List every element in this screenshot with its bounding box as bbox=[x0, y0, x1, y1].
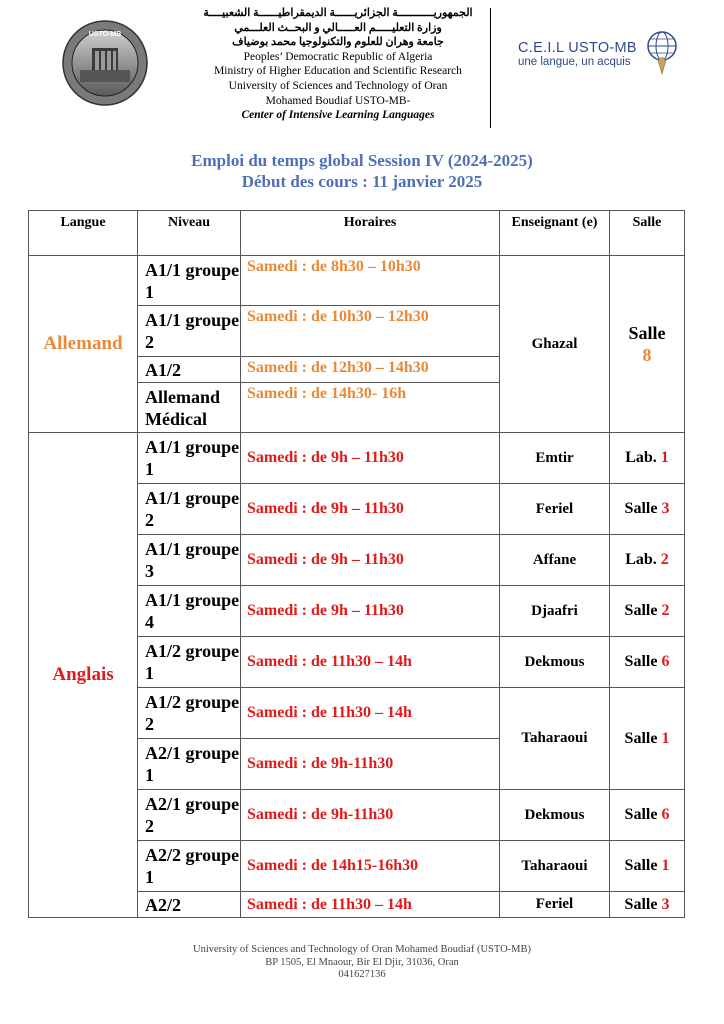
langue-anglais: Anglais bbox=[29, 433, 138, 918]
horaire-cell: Samedi : de 9h – 11h30 bbox=[241, 484, 500, 535]
header-niveau: Niveau bbox=[138, 211, 241, 256]
horaire-cell: Samedi : de 10h30 – 12h30 bbox=[241, 306, 500, 357]
salle-cell bbox=[610, 535, 685, 586]
salle-number: 8 bbox=[642, 345, 652, 365]
enseignant-cell: Dekmous bbox=[500, 637, 610, 688]
title-line-2: Début des cours : 11 janvier 2025 bbox=[241, 172, 483, 191]
salle-number: 6 bbox=[661, 806, 670, 823]
table-row bbox=[29, 256, 685, 306]
institution-header bbox=[188, 6, 488, 123]
salle-number: 1 bbox=[661, 857, 670, 874]
salle-cell bbox=[610, 790, 685, 841]
title-line-1: Emploi du temps global Session IV (2024-2025) bbox=[191, 151, 533, 170]
arabic-line-1: الجمهوريـــــــــــة الجزائريــــــة الديمقراطيــــــة الشعبيــــة bbox=[203, 7, 473, 19]
horaire-cell: Samedi : de 11h30 – 14h bbox=[241, 688, 500, 739]
salle-number: 3 bbox=[661, 895, 670, 913]
niveau-cell: A2/1 groupe 1 bbox=[138, 739, 241, 790]
salle-number: 2 bbox=[660, 551, 669, 568]
enseignant-ghazal: Ghazal bbox=[500, 256, 610, 433]
salle-label: Salle bbox=[624, 806, 658, 823]
header-line-1: Peoples’ Democratic Republic of Algeria bbox=[243, 50, 433, 63]
arabic-line-3: جامعة وهران للعلوم والتكنولوجيا محمد بوضياف bbox=[232, 36, 444, 49]
niveau-cell: A1/1 groupe 2 bbox=[138, 306, 241, 357]
salle-cell bbox=[610, 433, 685, 484]
salle-cell bbox=[610, 637, 685, 688]
header-divider bbox=[490, 8, 491, 128]
horaire-cell: Samedi : de 14h30- 16h bbox=[241, 383, 500, 433]
header-enseignant: Enseignant (e) bbox=[500, 211, 610, 256]
niveau-cell: Allemand Médical bbox=[138, 383, 241, 433]
ceil-brand bbox=[518, 40, 658, 68]
arabic-line-2: وزارة التعليـــــم العـــــالي و البحــث العلـــمي bbox=[234, 21, 442, 34]
header-langue: Langue bbox=[29, 211, 138, 256]
header-line-5: Center of Intensive Learning Languages bbox=[241, 109, 435, 122]
salle-label: Lab. bbox=[625, 449, 657, 466]
niveau-cell: A1/2 groupe 2 bbox=[138, 688, 241, 739]
salle-label: Salle bbox=[624, 653, 658, 670]
table-row bbox=[29, 433, 685, 484]
header-salle: Salle bbox=[610, 211, 685, 256]
footer-line-2: BP 1505, El Mnaour, Bir El Djir, 31036, Oran bbox=[265, 956, 459, 968]
university-logo bbox=[62, 20, 148, 106]
footer-line-3: 041627136 bbox=[338, 969, 386, 980]
niveau-cell: A1/1 groupe 3 bbox=[138, 535, 241, 586]
horaire-cell: Samedi : de 8h30 – 10h30 bbox=[241, 256, 500, 306]
langue-allemand: Allemand bbox=[29, 256, 138, 433]
salle-label: Salle bbox=[624, 602, 658, 619]
salle-label: Salle bbox=[624, 895, 658, 913]
enseignant-cell: Taharaoui bbox=[500, 841, 610, 892]
horaire-cell: Samedi : de 12h30 – 14h30 bbox=[241, 357, 500, 383]
header-line-4: Mohamed Boudiaf USTO-MB- bbox=[265, 94, 411, 107]
niveau-cell: A1/1 groupe 2 bbox=[138, 484, 241, 535]
enseignant-cell: Emtir bbox=[500, 433, 610, 484]
niveau-cell: A1/1 groupe 4 bbox=[138, 586, 241, 637]
horaire-cell: Samedi : de 14h15-16h30 bbox=[241, 841, 500, 892]
horaire-cell: Samedi : de 9h – 11h30 bbox=[241, 535, 500, 586]
horaire-cell: Samedi : de 9h – 11h30 bbox=[241, 433, 500, 484]
salle-number: 1 bbox=[660, 449, 669, 466]
footer-line-1: University of Sciences and Technology of Oran Mohamed Boudiaf (USTO-MB) bbox=[192, 944, 532, 955]
salle-label: Salle bbox=[624, 857, 658, 874]
horaire-cell: Samedi : de 9h-11h30 bbox=[241, 790, 500, 841]
header-line-2: Ministry of Higher Education and Scientific Research bbox=[214, 65, 462, 78]
horaire-cell: Samedi : de 11h30 – 14h bbox=[241, 637, 500, 688]
schedule-title bbox=[0, 150, 724, 192]
table-header-row bbox=[29, 211, 685, 256]
schedule-table bbox=[28, 210, 685, 918]
enseignant-cell: Djaafri bbox=[500, 586, 610, 637]
horaire-cell: Samedi : de 11h30 – 14h bbox=[241, 892, 500, 918]
salle-number: 2 bbox=[661, 602, 670, 619]
ceil-slogan: une langue, un acquis bbox=[518, 56, 631, 68]
header-horaires: Horaires bbox=[241, 211, 500, 256]
globe-logo-icon bbox=[644, 30, 680, 76]
niveau-cell: A1/1 groupe 1 bbox=[138, 256, 241, 306]
salle-cell bbox=[610, 841, 685, 892]
salle-allemand bbox=[610, 256, 685, 433]
svg-text:USTO-MB: USTO-MB bbox=[88, 31, 122, 38]
niveau-cell: A2/2 groupe 1 bbox=[138, 841, 241, 892]
horaire-cell: Samedi : de 9h-11h30 bbox=[241, 739, 500, 790]
salle-cell bbox=[610, 586, 685, 637]
salle-number: 6 bbox=[661, 653, 670, 670]
niveau-cell: A2/2 bbox=[138, 892, 241, 918]
ceil-title: C.E.I.L USTO-MB bbox=[518, 40, 637, 56]
enseignant-cell: Feriel bbox=[500, 484, 610, 535]
enseignant-cell: Dekmous bbox=[500, 790, 610, 841]
niveau-cell: A1/2 bbox=[138, 357, 241, 383]
niveau-cell: A2/1 groupe 2 bbox=[138, 790, 241, 841]
salle-number: 3 bbox=[661, 500, 670, 517]
salle-cell bbox=[610, 892, 685, 918]
page-footer bbox=[0, 944, 724, 982]
enseignant-cell: Taharaoui bbox=[500, 688, 610, 790]
salle-label: Salle bbox=[628, 323, 666, 343]
horaire-cell: Samedi : de 9h – 11h30 bbox=[241, 586, 500, 637]
niveau-cell: A1/1 groupe 1 bbox=[138, 433, 241, 484]
salle-label: Lab. bbox=[625, 551, 657, 568]
header-line-3: University of Sciences and Technology of Oran bbox=[228, 79, 448, 92]
salle-label: Salle bbox=[624, 500, 658, 517]
salle-cell bbox=[610, 688, 685, 790]
enseignant-cell: Feriel bbox=[500, 892, 610, 918]
enseignant-cell: Affane bbox=[500, 535, 610, 586]
salle-cell bbox=[610, 484, 685, 535]
niveau-cell: A1/2 groupe 1 bbox=[138, 637, 241, 688]
salle-number: 1 bbox=[661, 729, 670, 747]
salle-label: Salle bbox=[624, 729, 658, 747]
